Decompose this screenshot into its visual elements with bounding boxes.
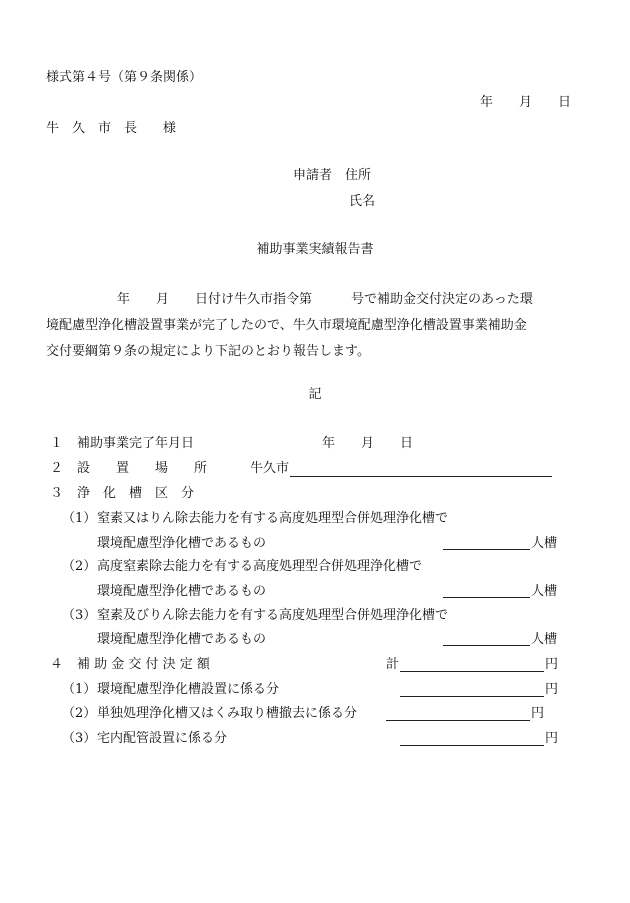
item1-date: 年 月 日	[322, 436, 414, 451]
item3-sub2-blank-line	[443, 597, 530, 598]
item1-label: 補助事業完了年月日	[77, 436, 195, 451]
item4-sub1-blank-line	[400, 696, 544, 697]
item3-sub1-unit: 人槽	[531, 536, 558, 551]
item4-sub2-number: （2）	[62, 706, 97, 721]
item3-sub3-line1: 窒素及びりん除去能力を有する高度処理型合併処理浄化槽で	[97, 608, 449, 623]
date-header: 年 月 日	[480, 95, 572, 110]
item3-sub1-line2: 環境配慮型浄化槽であるもの	[97, 536, 267, 551]
item3-sub3-number: （3）	[62, 608, 97, 623]
item3-sub3-unit: 人槽	[531, 632, 558, 647]
item3-sub2-number: （2）	[62, 559, 97, 574]
body-line-2: 境配慮型浄化槽設置事業が完了したので、牛久市環境配慮型浄化槽設置事業補助金	[46, 318, 527, 333]
addressee: 牛 久 市 長 様	[46, 121, 177, 136]
applicant-name-label: 氏名	[349, 194, 376, 209]
item4-sub3-unit: 円	[545, 731, 559, 746]
item4-total-label: 計	[386, 657, 400, 672]
item2-number: ２	[50, 461, 64, 476]
item3-sub1-number: （1）	[62, 511, 97, 526]
item4-sub3-blank-line	[400, 745, 544, 746]
item3-sub1-blank-line	[443, 549, 530, 550]
item4-sub3-number: （3）	[62, 731, 97, 746]
item4-sub1-number: （1）	[62, 682, 97, 697]
item4-label: 補 助 金 交 付 決 定 額	[77, 657, 210, 672]
item4-total-unit: 円	[545, 657, 559, 672]
item3-sub2-line2: 環境配慮型浄化槽であるもの	[97, 584, 267, 599]
item4-sub2-label: 単独処理浄化槽又はくみ取り槽撤去に係る分	[97, 706, 358, 721]
location-blank-line	[290, 476, 552, 477]
item4-sub1-label: 環境配慮型浄化槽設置に係る分	[97, 682, 280, 697]
item4-total-blank-line	[400, 671, 544, 672]
item4-sub2-blank-line	[386, 720, 530, 721]
item1-number: １	[50, 436, 64, 451]
form-number: 様式第４号（第９条関係）	[46, 70, 203, 85]
item3-sub3-line2: 環境配慮型浄化槽であるもの	[97, 632, 267, 647]
item4-sub1-unit: 円	[545, 682, 559, 697]
item2-prefix: 牛久市	[250, 461, 290, 476]
ki-heading: 記	[308, 387, 322, 402]
item3-sub1-line1: 窒素又はりん除去能力を有する高度処理型合併処理浄化槽で	[97, 511, 449, 526]
item3-label: 浄 化 槽 区 分	[77, 486, 195, 501]
item3-number: ３	[50, 486, 64, 501]
item2-label: 設 置 場 所	[77, 461, 208, 476]
document-title: 補助事業実績報告書	[256, 242, 374, 257]
applicant-address-label: 申請者 住所	[293, 168, 372, 183]
item4-sub3-label: 宅内配管設置に係る分	[97, 731, 228, 746]
item3-sub2-unit: 人槽	[531, 584, 558, 599]
body-line-3: 交付要綱第９条の規定により下記のとおり報告します。	[46, 344, 370, 359]
item3-sub3-blank-line	[443, 645, 530, 646]
item3-sub2-line1: 高度窒素除去能力を有する高度処理型合併処理浄化槽で	[97, 559, 423, 574]
item4-sub2-unit: 円	[531, 706, 545, 721]
item4-number: ４	[50, 657, 64, 672]
body-line-1: 年 月 日付け牛久市指令第 号で補助金交付決定のあった環	[117, 292, 533, 307]
